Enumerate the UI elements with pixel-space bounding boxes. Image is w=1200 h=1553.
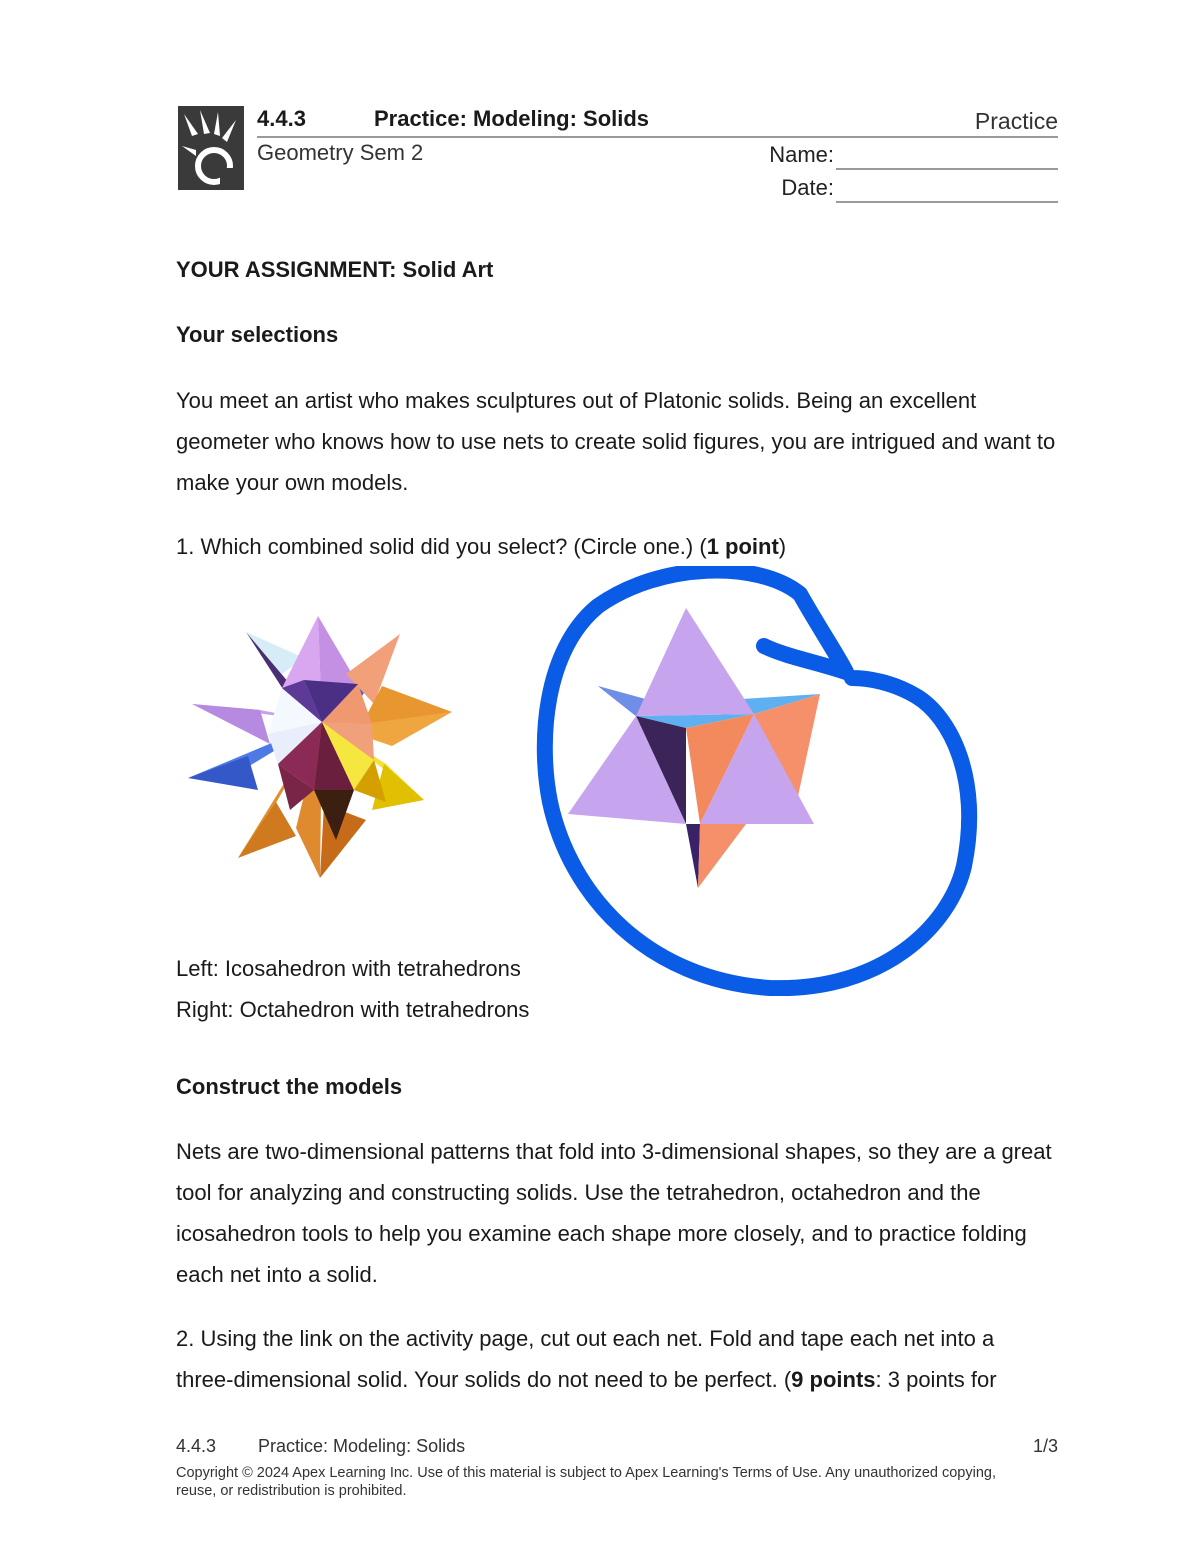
question-1 bbox=[176, 526, 1056, 567]
apex-logo-icon bbox=[178, 106, 244, 190]
question-2-points: 9 points bbox=[791, 1367, 876, 1392]
question-2 bbox=[176, 1318, 1056, 1400]
assignment-heading: YOUR ASSIGNMENT: Solid Art bbox=[176, 257, 494, 282]
name-field[interactable] bbox=[836, 168, 1058, 170]
question-2-rest: : 3 points for bbox=[875, 1367, 997, 1392]
footer-lesson-code: 4.4.3 bbox=[176, 1436, 217, 1456]
question-2-text: 2. Using the link on the activity page, cut out each net. Fold and tape each net into a three-dimensional solid. Your solids do not need to be perfect. ( bbox=[176, 1326, 995, 1392]
construct-heading: Construct the models bbox=[176, 1074, 403, 1099]
footer-copyright: Copyright © 2024 Apex Learning Inc. Use of this material is subject to Apex Learning's Terms of Use. Any unauthorized copying, reuse, or redistribution is prohibited. bbox=[176, 1465, 997, 1499]
selections-heading: Your selections bbox=[176, 322, 339, 347]
right-figure-caption: Right: Octahedron with tetrahedrons bbox=[176, 997, 530, 1022]
selection-circle-annotation bbox=[536, 566, 982, 996]
footer-lesson-title: Practice: Modeling: Solids bbox=[258, 1436, 466, 1456]
question-1-points: 1 point bbox=[706, 534, 779, 559]
date-field[interactable] bbox=[836, 201, 1058, 203]
intro-paragraph: You meet an artist who makes sculptures out of Platonic solids. Being an excellent geometer who knows how to use nets to create solid figures, you are intrigued and want to make your own models. bbox=[176, 388, 1056, 495]
star-face bbox=[238, 802, 296, 858]
question-1-text: 1. Which combined solid did you select? (Circle one.) ( bbox=[176, 534, 707, 559]
nets-paragraph: Nets are two-dimensional patterns that fold into 3-dimensional shapes, so they are a great tool for analyzing and constructing solids. Use the tetrahedron, octahedron and the icosahedron tools to help you examine each shape more closely, and to practice folding each net into a solid. bbox=[176, 1139, 1052, 1287]
header-divider bbox=[257, 136, 1058, 138]
header-lesson-code: 4.4.3 bbox=[257, 106, 306, 131]
footer-page-number: 1/3 bbox=[1032, 1436, 1058, 1456]
star-face bbox=[192, 704, 270, 744]
icosahedron-with-tetrahedrons-figure bbox=[186, 614, 456, 882]
header-course-name: Geometry Sem 2 bbox=[257, 140, 424, 165]
left-figure-caption: Left: Icosahedron with tetrahedrons bbox=[176, 956, 521, 981]
star-face bbox=[188, 756, 258, 790]
header-lesson-title: Practice: Modeling: Solids bbox=[374, 106, 650, 131]
date-label: Date: bbox=[781, 175, 834, 200]
question-1-close: ) bbox=[778, 534, 787, 559]
circle-stroke bbox=[545, 571, 969, 989]
name-label: Name: bbox=[769, 142, 834, 167]
header-activity-type: Practice bbox=[974, 108, 1058, 134]
